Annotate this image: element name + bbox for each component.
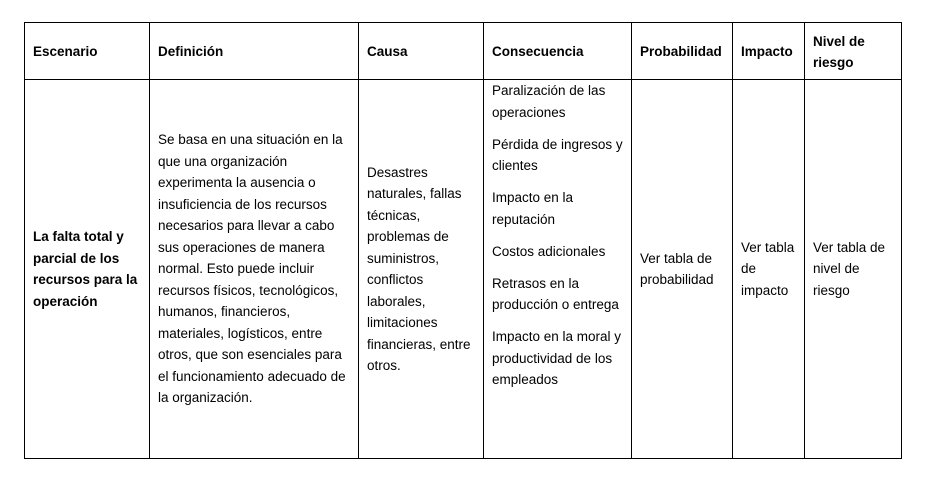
consequence-item: Pérdida de ingresos y clientes [492,136,623,173]
header-nivel-de-riesgo: Nivel de riesgo [805,23,902,80]
cell-impacto: Ver tabla de impacto [733,80,805,459]
header-consecuencia: Consecuencia [484,23,632,80]
header-causa: Causa [359,23,484,80]
cell-probabilidad: Ver tabla de probabilidad [632,80,733,459]
cell-definicion: Se basa en una situación en la que una organización experimenta la ausencia o insuficiencia de los recursos necesarios para llevar a cabo sus operaciones de manera normal. Esto puede incluir recursos físicos, tecnológicos, humanos, financieros, materiales, logísticos, entre otros, que son esenciales para el funcionamiento adecuado de la organización. [150,80,359,459]
consequence-item: Costos adicionales [492,243,606,259]
cell-escenario: La falta total y parcial de los recursos para la operación [25,80,150,459]
consequence-item: Impacto en la moral y productividad de los empleados [492,329,622,387]
header-escenario: Escenario [25,23,150,80]
header-impacto: Impacto [733,23,805,80]
consequence-item: Retrasos en la producción o entrega [492,275,619,312]
consequence-item: Paralización de las operaciones [492,83,606,120]
header-probabilidad: Probabilidad [632,23,733,80]
table-row [25,80,902,459]
cell-causa: Desastres naturales, fallas técnicas, problemas de suministros, conflictos laborales, limitaciones financieras, entre otros. [359,80,484,459]
table-header-row [25,23,902,80]
risk-scenario-table [24,22,902,459]
header-definicion: Definición [150,23,359,80]
consequence-item: Impacto en la reputación [492,190,574,227]
cell-nivel-de-riesgo: Ver tabla de nivel de riesgo [805,80,902,459]
cell-consecuencia [484,80,632,459]
